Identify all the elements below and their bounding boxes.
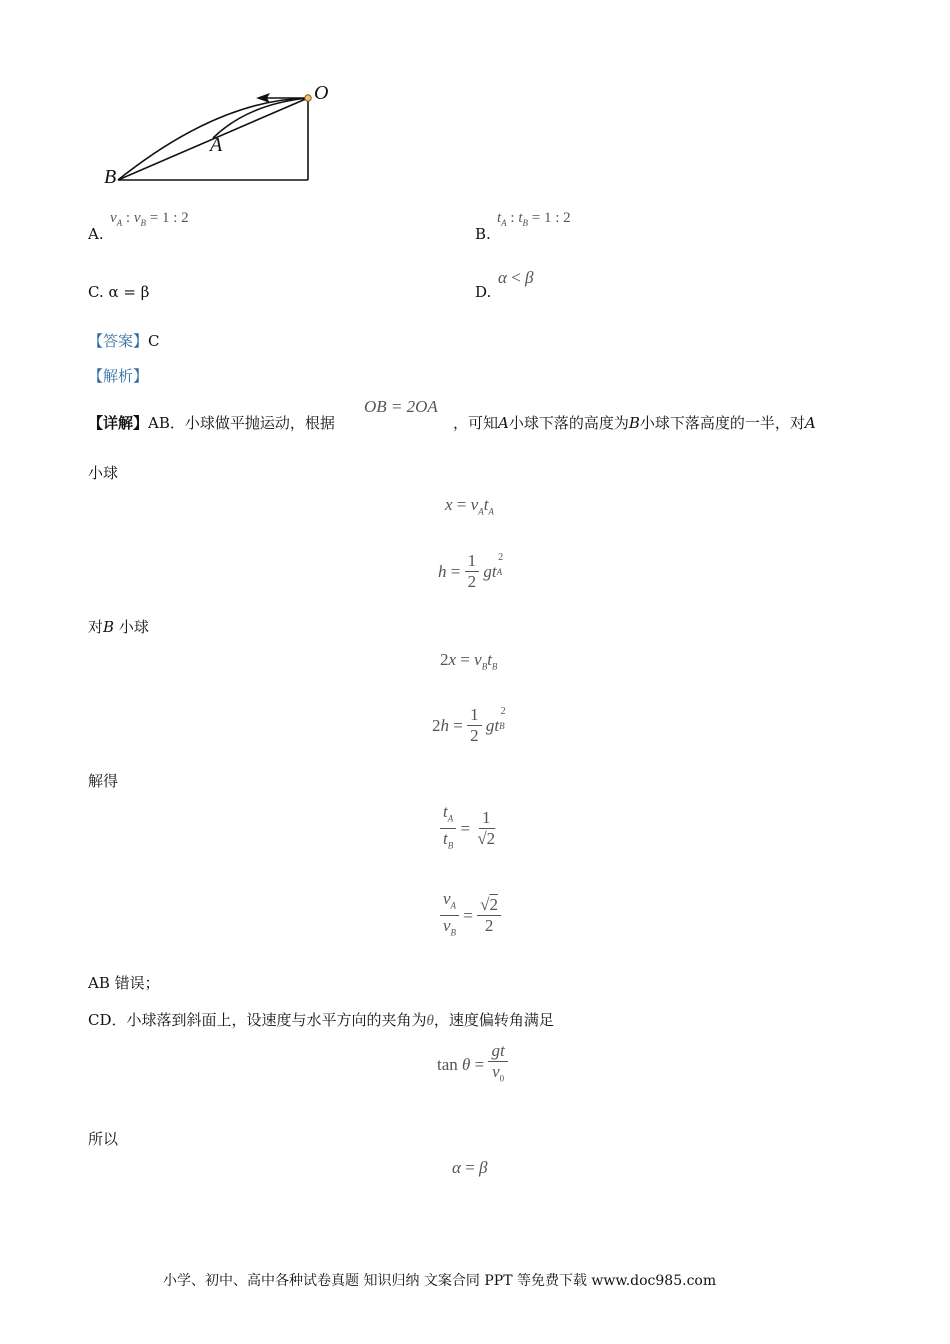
eq-h-a: h = $\frac{1}{2}$ g t A $^2$ [438,551,504,591]
ab-wrong: AB 错误； [88,974,160,992]
eq-x-b: $2x = v_Bt_B$ [440,650,498,672]
for-b-var: B [103,618,115,636]
eq-alpha-beta: α = β [452,1158,488,1177]
answer-value: C [148,332,160,350]
detail-var-b: B [628,414,640,432]
for-b-line [88,616,149,637]
detail-line-1b [453,412,816,433]
option-a-math: $v_A$ : $v_B = 1$ : 2 [110,210,189,228]
eq-h-b: 2 h = $\frac{1}{2}$ g t B $^2$ [432,705,506,745]
analysis-tag: 【解析】 [88,367,149,385]
for-b-suffix: 小球 [118,618,149,636]
option-d-math: α < β [498,268,534,287]
so-label: 所以 [88,1130,119,1148]
detail-text-c: 小球下落的高度为 [508,414,629,432]
detail-tag: 【详解】 [88,414,149,432]
cd-line [88,1009,554,1030]
answer-line [88,330,160,351]
solve-label: 解得 [88,772,119,790]
detail-var-a2: A [804,414,816,432]
page-footer: 小学、初中、高中各种试卷真题 知识归纳 文案合同 PPT 等免费下载 www.doc985.com [163,1273,717,1289]
for-b-prefix: 对 [88,618,104,636]
detail-line-2: 小球 [88,464,119,482]
option-b-label: B. [475,225,491,243]
detail-line-1 [88,412,335,433]
eq-v-ratio: $\frac{v_A}{v_B}$ = $\frac{√2}{2}$ [440,890,501,942]
detail-text-a: AB．小球做平抛运动，根据 [148,414,335,432]
detail-math-ob: OB = 2OA [364,397,438,416]
eq-x-a: $x = v_At_A$ [445,495,494,517]
eq-t-ratio: $\frac{t_A}{t_B}$ = $\frac{1}{√2}$ [440,803,498,855]
cd-text-b: ，速度偏转角满足 [433,1011,554,1029]
option-b-math: $t_A$ : $t_B = 1$ : 2 [497,210,571,228]
option-d-label: D. [475,283,492,301]
cd-text-a: CD．小球落到斜面上，设速度与水平方向的夹角为 [88,1011,427,1029]
detail-text-b: ，可知 [453,414,499,432]
label-A: A [210,134,223,156]
answer-tag: 【答案】 [88,332,149,350]
detail-var-a: A [498,414,509,432]
detail-text-d: 小球下落高度的一半，对 [639,414,805,432]
label-B: B [104,166,117,188]
point-O [305,95,311,101]
eq-tan-theta: tan θ = $\frac{gt}{v_0}$ [437,1042,508,1087]
cd-theta: θ [426,1013,434,1029]
option-c: C. α = β [88,283,150,301]
option-a-label: A. [88,225,104,243]
label-O: O [314,82,329,104]
